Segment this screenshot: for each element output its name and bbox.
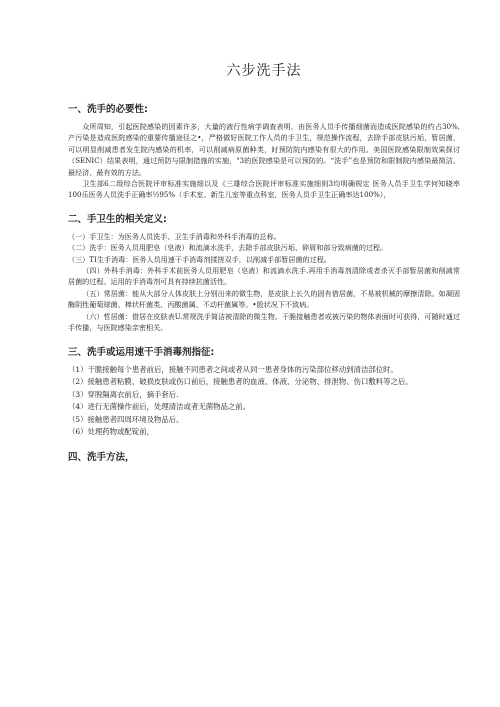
document-title: 六步洗手法 [226, 63, 302, 79]
section-definitions [68, 211, 460, 334]
list-item: （五）常居菌：能从大部分人体皮肤上分别出来的微生物，是皮肤上长久的固有借居菌，不易被机械的摩擦清除。如凝固酶阴性葡萄球菌、棒状杆菌类、丙酸菌属、不动杆菌属等。•股状况下不致病。 [68, 288, 460, 310]
list-item: （三）TI生手消毒：医务人员用速干手消毒剂揉搓双手，以削减手部暂居菌的过程。 [68, 254, 331, 264]
list-item: （1）干脆接触每个患者前后，接触不同患者之间或者从同一患者身体的污染部位移动到清洁部位时。 [68, 364, 398, 374]
paragraph: 卫生部6二级综合医院评审标准实施细以及《三雄综合医院评审标准实施细则3均明确规定 医务人员手卫生学何知晓率100乐医务人员洗手正确率½95%（手术室、新生儿室等重点科室，医务人员手卫生正确率达100%）， [68, 179, 460, 200]
list-item: （四）外科手消毒：外科手术前医务人员用肥皂（皂液）和流滴水洗手.再用手消毒剂清除或者杀灭手部暂居菌和削减常居菌的过程。运用的手消毒剂可具有持续抗菌活性。 [68, 266, 460, 287]
list-item: （一）手卫生：为医务人员洗手、卫生手消毒和外科手消毒的总称。 [68, 231, 281, 241]
list-item: （六）哲居菌：借居在皮肤表U.常规洗手简洁被清除的微生物。干脆接触患者或被污染的物体表面时可获得，可随时通过手传播，与医院感染亲密相关。 [68, 311, 460, 333]
list-item: （4）进行无菌操作前后，处理清洁或者无菌物品之前。 [68, 402, 251, 412]
list-item: （2）接触患者粘膜、破损皮肤或伤口前后，接触患者的血液、体液、分泌物、排泄物、伤口敷料等之后。 [68, 377, 413, 387]
section-heading: 一、洗手的必要性: [68, 104, 148, 115]
list-item: （6）处理药物或配锭前， [68, 427, 155, 437]
list-item: （二）洗手：医务人员用肥皂（皂液）和流滴水洗手，去除手部皮肤污垢、碎屑和部分致病菌的过程。 [68, 243, 388, 253]
list-item: （5）接触患者四周环境及物品后。 [68, 414, 184, 424]
section-necessity [68, 101, 460, 201]
section-indications [68, 344, 460, 440]
section-heading: 三、洗手或运用速干手消毒剂指征: [68, 346, 215, 358]
section-heading: 四、洗手方法， [68, 452, 135, 464]
section-method [68, 449, 460, 463]
section-heading: 二、手卫生的相关定义: [68, 213, 167, 225]
paragraph: 众所周知，引起医院感染的因素许多，大量的液行性病学调查表明，由医务人员手传播细菌而造成医院感染的约占30%,产污染是造成医院感染的重要传播途径之•，严格做好医院工作人员的手卫生，规范操作流程，去除手部皮肤污垢，暂居菌，可以明显削减患者发生院内感染的机率，可以削减病原菌种类，时预防院内感染有很大的作用。美国医院感染限制效果探讨（SENIC）结果表明，通过预防与限制措施的实施，"3的医院感染是可以预防的。“洗手”也是预防和限制院内感染最简洁、最经济、最有效的方法。 [68, 122, 460, 177]
list-item: （3）穿脱隔离衣前后，摘手套后. [68, 389, 179, 399]
